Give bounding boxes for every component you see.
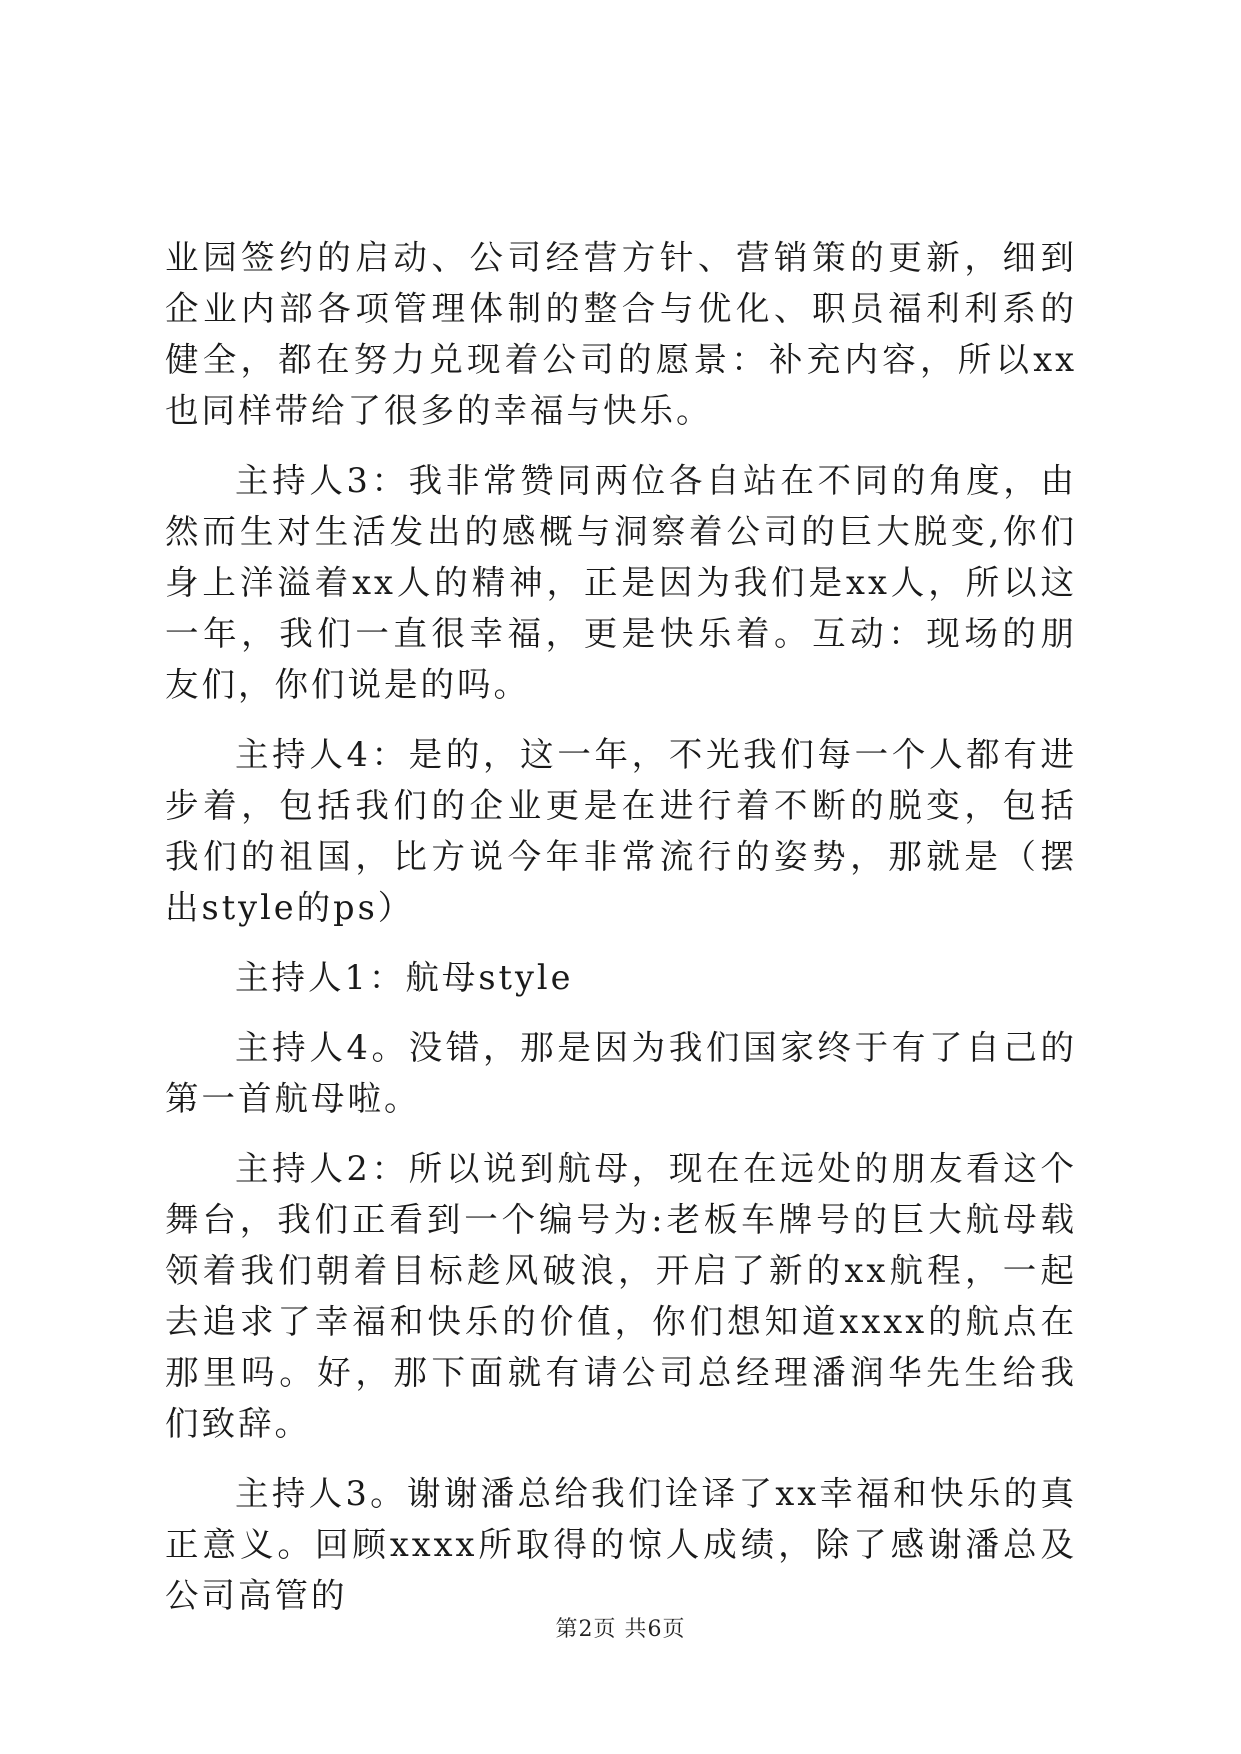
page-footer: 第2页 共6页 — [555, 1617, 686, 1642]
paragraph-2: 主持人3：我非常赞同两位各自站在不同的角度，由然而生对生活发出的感概与洞察着公司的巨大脱变,你们身上洋溢着xx人的精神，正是因为我们是xx人，所以这一年，我们一直很幸福，更是快乐着。互动：现场的朋友们，你们说是的吗。 — [165, 461, 1077, 704]
paragraph-6: 主持人2：所以说到航母，现在在远处的朋友看这个舞台，我们正看到一个编号为:老板车牌号的巨大航母载领着我们朝着目标趁风破浪，开启了新的xx航程，一起去追求了幸福和快乐的价值，你们想知道xxxx的航点在那里吗。好，那下面就有请公司总经理潘润华先生给我们致辞。 — [165, 1149, 1077, 1443]
paragraph-3: 主持人4：是的，这一年，不光我们每一个人都有进步着，包括我们的企业更是在进行着不断的脱变，包括我们的祖国，比方说今年非常流行的姿势，那就是（摆出style的ps） — [165, 735, 1077, 927]
paragraph-4: 主持人1：航母style — [235, 958, 574, 997]
document-body — [165, 232, 1077, 1621]
paragraph-5: 主持人4。没错，那是因为我们国家终于有了自己的第一首航母啦。 — [165, 1028, 1077, 1118]
paragraph-7: 主持人3。谢谢潘总给我们诠译了xx幸福和快乐的真正意义。回顾xxxx所取得的惊人成绩，除了感谢潘总及公司高管的 — [165, 1474, 1077, 1615]
paragraph-1: 业园签约的启动、公司经营方针、营销策的更新，细到企业内部各项管理体制的整合与优化、职员福利利系的健全，都在努力兑现着公司的愿景：补充内容，所以xx也同样带给了很多的幸福与快乐。 — [165, 238, 1077, 430]
